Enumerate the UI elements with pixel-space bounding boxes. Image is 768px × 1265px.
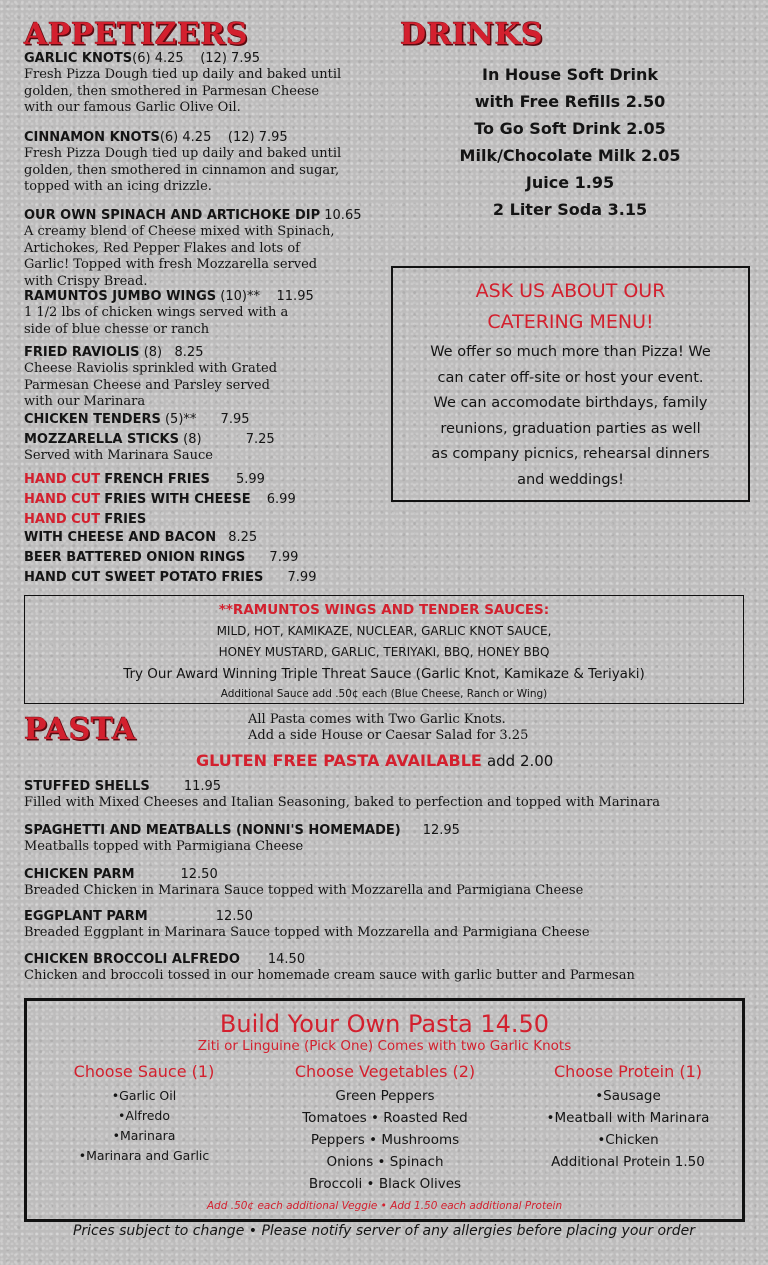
item-description: Cheese Raviolis sprinkled with Grated	[24, 361, 278, 376]
sauce-option: •Marinara and Garlic	[78, 1148, 210, 1163]
item-name: BEER BATTERED ONION RINGS	[24, 550, 246, 565]
drinks-heading: DRINKS	[400, 17, 544, 52]
drink-item: 2 Liter Soda 3.15	[492, 200, 648, 219]
appetizer-onion-rings	[24, 550, 394, 566]
catering-title: ASK US ABOUT OUR	[475, 280, 666, 302]
appetizer-mozzarella-sticks	[24, 432, 394, 465]
catering-text	[393, 340, 748, 493]
build-pasta-footnote: Add .50¢ each additional Veggie • Add 1.50 each additional Protein	[206, 1200, 563, 1212]
pasta-note: All Pasta comes with Two Garlic Knots.	[248, 712, 506, 727]
item-price: 4.25	[182, 130, 212, 145]
appetizer-fries-cheese	[24, 492, 394, 508]
item-name: GARLIC KNOTS	[24, 51, 133, 66]
appetizer-french-fries	[24, 472, 394, 488]
footer-note: Prices subject to change • Please notify server of any allergies before placing your order	[72, 1223, 696, 1239]
catering-line: and weddings!	[517, 471, 624, 488]
item-price: 6.99	[266, 492, 296, 507]
item-price: 10.65	[324, 208, 362, 223]
item-qty: (12)	[227, 130, 255, 145]
vegetable-option: Tomatoes • Roasted Red	[302, 1110, 468, 1126]
gluten-free-price: add 2.00	[486, 752, 554, 770]
pasta-item	[24, 909, 754, 942]
vegetable-option: Broccoli • Black Olives	[308, 1176, 462, 1192]
item-description: side of blue chesse or ranch	[24, 321, 210, 337]
item-price: 7.25	[245, 432, 275, 447]
item-price: 5.99	[235, 472, 265, 487]
item-description: A creamy blend of Cheese mixed with Spinach,	[24, 224, 335, 239]
item-price: 11.95	[276, 289, 314, 304]
catering-line: as company picnics, rehearsal dinners	[431, 446, 710, 462]
item-qty: (8)	[143, 345, 163, 360]
sauces-line: MILD, HOT, KAMIKAZE, NUCLEAR, GARLIC KNOT SAUCE,	[216, 624, 552, 638]
sauces-line: HONEY MUSTARD, GARLIC, TERIYAKI, BBQ, HONEY BBQ	[218, 645, 550, 659]
item-prefix: HAND CUT	[24, 492, 101, 507]
item-description: Breaded Chicken in Marinara Sauce topped with Mozzarella and Parmigiana Cheese	[24, 883, 584, 898]
build-pasta-box	[24, 998, 745, 1222]
pasta-item	[24, 779, 754, 812]
protein-column	[523, 1061, 733, 1173]
item-price: 4.25	[154, 51, 184, 66]
build-pasta-subtitle: Ziti or Linguine (Pick One) Comes with two Garlic Knots	[197, 1038, 572, 1054]
pasta-item	[24, 823, 754, 856]
item-description: Garlic! Topped with fresh Mozzarella served	[24, 257, 318, 272]
protein-option: •Sausage	[595, 1088, 661, 1104]
item-description: with our Marinara	[24, 394, 146, 409]
build-pasta-title: Build Your Own Pasta 14.50	[219, 1010, 550, 1038]
item-price: 8.25	[174, 345, 204, 360]
item-description: Filled with Mixed Cheeses and Italian Seasoning, baked to perfection and topped with Marinara	[24, 795, 661, 810]
item-name: EGGPLANT PARM	[24, 909, 148, 924]
item-description: golden, then smothered in cinnamon and sugar,	[24, 162, 340, 178]
item-name: MOZZARELLA STICKS	[24, 432, 179, 447]
pasta-item	[24, 867, 754, 900]
item-name: HAND CUT SWEET POTATO FRIES	[24, 570, 264, 585]
appetizer-jumbo-wings	[24, 289, 394, 338]
sauces-additional: Additional Sauce add .50¢ each (Blue Cheese, Ranch or Wing)	[220, 688, 548, 700]
pasta-item	[24, 952, 754, 985]
item-name: FRIED RAVIOLIS	[24, 345, 140, 360]
vegetable-option: Green Peppers	[335, 1088, 435, 1104]
item-name: SPAGHETTI AND MEATBALLS (NONNI'S HOMEMADE)	[24, 823, 401, 838]
item-qty: (6)	[132, 51, 151, 66]
pasta-note: Add a side House or Caesar Salad for 3.25	[248, 728, 529, 743]
appetizer-sweet-potato	[24, 570, 394, 586]
protein-option: •Meatball with Marinara	[546, 1110, 710, 1126]
sauce-option: •Marinara	[112, 1128, 176, 1143]
item-description: with Crispy Bread.	[24, 273, 148, 289]
protein-column-title: Choose Protein (1)	[554, 1062, 702, 1081]
item-price: 7.95	[220, 412, 250, 427]
item-description: Breaded Eggplant in Marinara Sauce topped with Mozzarella and Parmigiana Cheese	[24, 925, 590, 940]
catering-line: can cater off-site or host your event.	[437, 369, 704, 386]
item-description: Fresh Pizza Dough tied up daily and baked until	[24, 146, 342, 161]
drink-item: In House Soft Drink	[481, 65, 658, 84]
appetizer-garlic-knots	[24, 51, 384, 117]
item-description: golden, then smothered in Parmesan Cheese	[24, 83, 320, 99]
drink-item: Milk/Chocolate Milk 2.05	[459, 146, 681, 165]
item-description: Fresh Pizza Dough tied up daily and baked until	[24, 67, 342, 82]
catering-box	[391, 266, 750, 502]
item-price: 11.95	[183, 779, 222, 794]
item-price: 7.99	[287, 570, 317, 585]
protein-option: Additional Protein 1.50	[551, 1154, 705, 1170]
appetizer-fries-cheese-bacon	[24, 512, 394, 546]
item-name: FRIES	[104, 512, 147, 527]
item-name: CHICKEN BROCCOLI ALFREDO	[24, 952, 240, 967]
item-price: 7.99	[269, 550, 299, 565]
item-qty: (5)**	[164, 412, 197, 427]
item-price: 12.50	[215, 909, 253, 924]
item-price: 14.50	[267, 952, 306, 967]
item-name: FRIES WITH CHEESE	[104, 492, 251, 507]
drinks-list	[420, 61, 720, 223]
sauce-option: •Garlic Oil	[111, 1088, 177, 1103]
item-price: 12.50	[180, 867, 218, 882]
pasta-heading: PASTA	[24, 712, 136, 747]
item-description: Served with Marinara Sauce	[24, 448, 213, 463]
item-qty: (10)**	[220, 289, 260, 304]
item-name: CHICKEN PARM	[24, 867, 135, 882]
drink-item: To Go Soft Drink 2.05	[474, 119, 666, 138]
vegetable-option: Onions • Spinach	[326, 1154, 444, 1170]
item-description: Meatballs topped with Parmigiana Cheese	[24, 839, 304, 854]
appetizer-fried-raviolis	[24, 345, 394, 411]
drink-item: Juice 1.95	[525, 173, 615, 192]
item-description: Parmesan Cheese and Parsley served	[24, 377, 270, 393]
item-description: 1 1/2 lbs of chicken wings served with a	[24, 305, 289, 320]
catering-title: CATERING MENU!	[487, 311, 654, 333]
item-description: topped with an icing drizzle.	[24, 179, 212, 194]
item-qty: (8)	[183, 432, 202, 447]
item-price: 7.95	[258, 130, 288, 145]
gluten-free-line	[196, 751, 676, 770]
protein-option: •Chicken	[597, 1132, 659, 1148]
item-description: Chicken and broccoli tossed in our homemade cream sauce with garlic butter and Parmesan	[24, 968, 635, 983]
appetizer-chicken-tenders	[24, 412, 394, 428]
item-prefix: HAND CUT	[24, 512, 101, 527]
item-name: STUFFED SHELLS	[24, 779, 150, 794]
appetizer-cinnamon-knots	[24, 130, 384, 196]
item-price: 7.95	[231, 51, 260, 66]
vegetable-column-title: Choose Vegetables (2)	[294, 1062, 476, 1081]
item-prefix: HAND CUT	[24, 472, 101, 487]
item-name: FRENCH FRIES	[104, 472, 210, 487]
item-name: CHICKEN TENDERS	[24, 412, 161, 427]
item-name: CINNAMON KNOTS	[24, 130, 160, 145]
sauce-column	[39, 1061, 249, 1166]
catering-line: reunions, graduation parties as well	[440, 420, 701, 437]
catering-line: We offer so much more than Pizza! We	[430, 344, 711, 360]
drink-item: with Free Refills 2.50	[474, 92, 666, 111]
vegetable-option: Peppers • Mushrooms	[310, 1132, 460, 1148]
item-qty: (12)	[200, 51, 227, 66]
sauces-box	[24, 595, 744, 704]
item-name: OUR OWN SPINACH AND ARTICHOKE DIP	[24, 208, 321, 223]
item-qty: (6)	[159, 130, 179, 145]
vegetable-column	[275, 1061, 495, 1195]
appetizer-spinach-dip	[24, 208, 394, 290]
appetizers-heading: APPETIZERS	[24, 17, 248, 52]
sauce-column-title: Choose Sauce (1)	[73, 1062, 215, 1081]
sauces-triple-threat: Try Our Award Winning Triple Threat Sauce (Garlic Knot, Kamikaze & Teriyaki)	[123, 666, 645, 682]
sauce-option: •Alfredo	[118, 1108, 170, 1123]
item-description: Artichokes, Red Pepper Flakes and lots of	[24, 240, 300, 256]
item-description: with our famous Garlic Olive Oil.	[24, 100, 241, 115]
item-price: 8.25	[228, 530, 258, 545]
item-price: 12.95	[422, 823, 460, 838]
item-name: WITH CHEESE AND BACON	[24, 530, 217, 545]
catering-line: We can accomodate birthdays, family	[433, 395, 708, 411]
item-name: RAMUNTOS JUMBO WINGS	[24, 289, 217, 304]
pasta-notes	[248, 712, 568, 744]
sauces-title: **RAMUNTOS WINGS AND TENDER SAUCES:	[218, 602, 550, 618]
gluten-free-label: GLUTEN FREE PASTA AVAILABLE	[196, 751, 482, 770]
